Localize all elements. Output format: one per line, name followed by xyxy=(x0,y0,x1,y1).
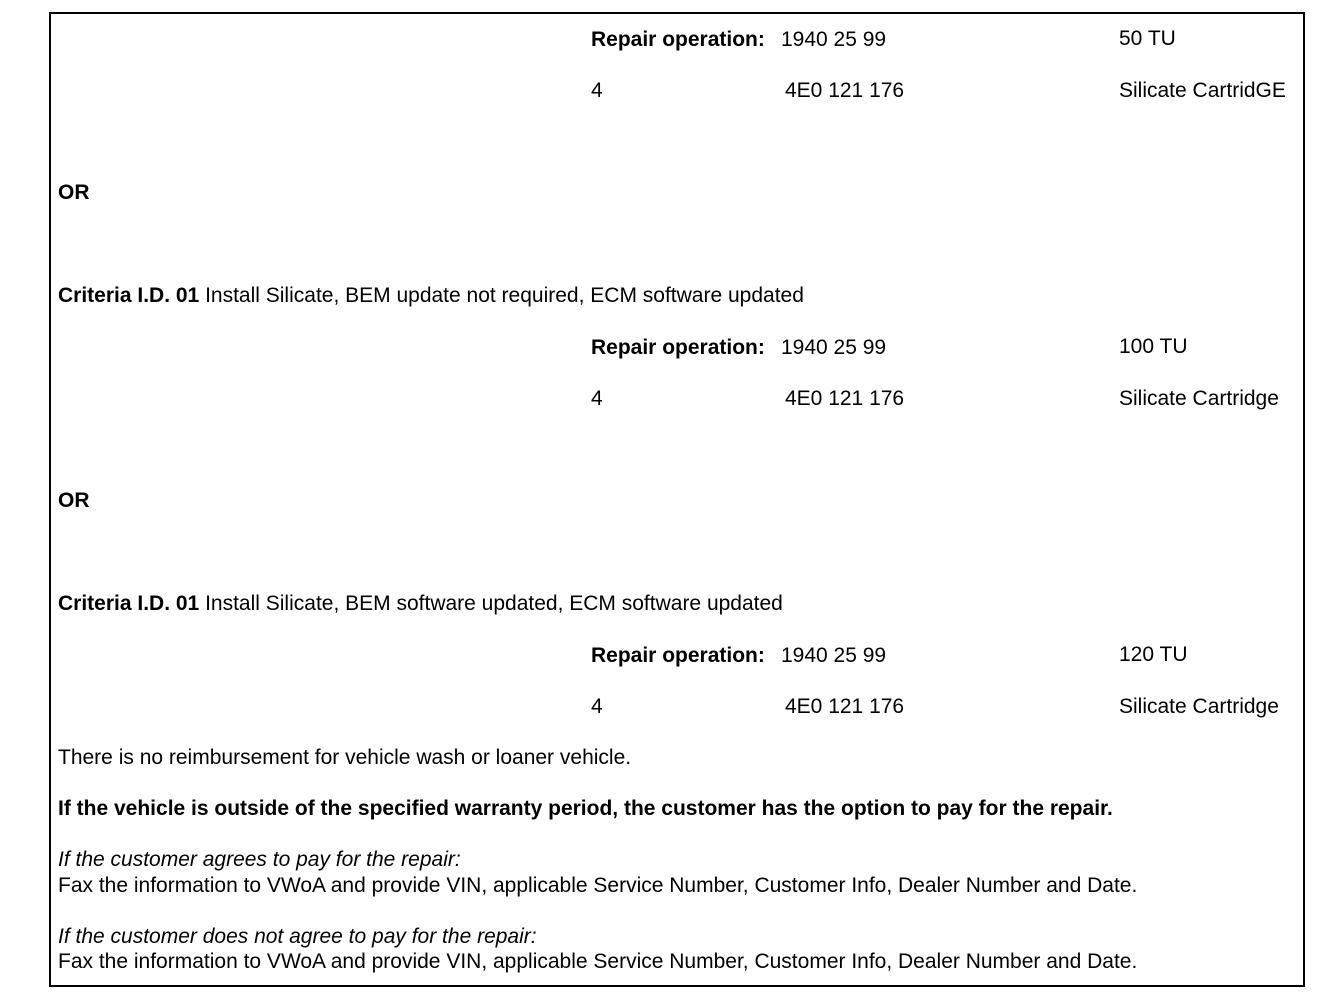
criteria-line xyxy=(58,592,783,616)
repair-operation-code: 1940 25 99 xyxy=(781,644,887,667)
part-name: Silicate CartridGE xyxy=(1119,79,1286,102)
part-quantity: 4 xyxy=(591,387,603,410)
repair-operation-label: Repair operation: xyxy=(591,28,765,51)
part-name: Silicate Cartridge xyxy=(1119,695,1279,718)
part-number: 4E0 121 176 xyxy=(785,79,905,102)
part-quantity: 4 xyxy=(591,79,603,102)
no-reimbursement-note: There is no reimbursement for vehicle wash or loaner vehicle. xyxy=(58,746,632,769)
time-units: 50 TU xyxy=(1119,27,1176,50)
criteria-text: Install Silicate, BEM software updated, ECM software updated xyxy=(199,592,783,615)
part-number: 4E0 121 176 xyxy=(785,387,905,410)
criteria-label: Criteria I.D. 01 xyxy=(58,284,200,307)
repair-operation-label: Repair operation: xyxy=(591,336,765,359)
repair-operation-code: 1940 25 99 xyxy=(781,336,887,359)
outside-warranty-note: If the vehicle is outside of the specified warranty period, the customer has the option to pay for the repair. xyxy=(58,797,1113,820)
time-units: 120 TU xyxy=(1119,643,1188,666)
or-separator: OR xyxy=(58,489,90,512)
not-agree-text: Fax the information to VWoA and provide VIN, applicable Service Number, Customer Info, Dealer Number and Date. xyxy=(58,950,1138,973)
part-name: Silicate Cartridge xyxy=(1119,387,1279,410)
part-quantity: 4 xyxy=(591,695,603,718)
time-units: 100 TU xyxy=(1119,335,1188,358)
criteria-text: Install Silicate, BEM update not required, ECM software updated xyxy=(199,284,804,307)
repair-operation-label: Repair operation: xyxy=(591,644,765,667)
not-agree-heading: If the customer does not agree to pay for the repair: xyxy=(58,925,537,948)
agrees-text: Fax the information to VWoA and provide VIN, applicable Service Number, Customer Info, Dealer Number and Date. xyxy=(58,874,1138,897)
part-number: 4E0 121 176 xyxy=(785,695,905,718)
or-separator: OR xyxy=(58,181,90,204)
criteria-line xyxy=(58,284,804,308)
repair-operation-code: 1940 25 99 xyxy=(781,28,887,51)
criteria-label: Criteria I.D. 01 xyxy=(58,592,200,615)
document-frame xyxy=(49,12,1305,987)
agrees-heading: If the customer agrees to pay for the repair: xyxy=(58,848,461,871)
